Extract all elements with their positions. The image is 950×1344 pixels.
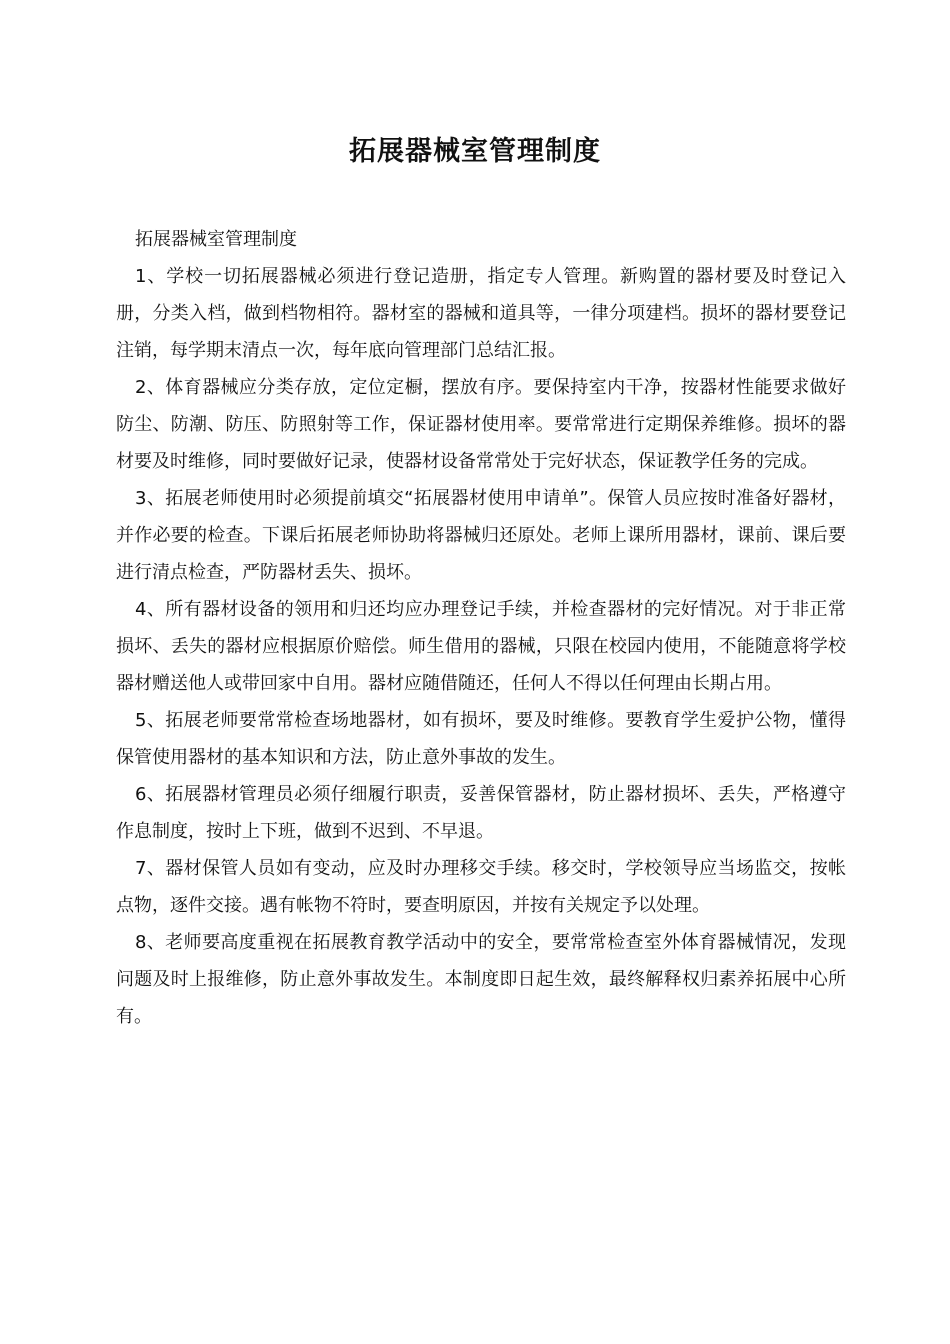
document-body [116, 221, 846, 1035]
rule-paragraph-1: 1、学校一切拓展器械必须进行登记造册，指定专人管理。新购置的器材要及时登记入册，分类入档，做到档物相符。器材室的器械和道具等，一律分项建档。损坏的器材要登记注销，每学期末清点一次，每年底向管理部门总结汇报。 [116, 266, 846, 361]
rule-paragraph-8: 8、老师要高度重视在拓展教育教学活动中的安全，要常常检查室外体育器械情况，发现问题及时上报维修，防止意外事故发生。本制度即日起生效，最终解释权归素养拓展中心所有。 [116, 932, 846, 1027]
rule-paragraph-5: 5、拓展老师要常常检查场地器材，如有损坏，要及时维修。要教育学生爱护公物，懂得保管使用器材的基本知识和方法，防止意外事故的发生。 [116, 710, 846, 768]
rule-paragraph-6: 6、拓展器材管理员必须仔细履行职责，妥善保管器材，防止器材损坏、丢失，严格遵守作息制度，按时上下班，做到不迟到、不早退。 [116, 784, 846, 842]
rule-paragraph-3: 3、拓展老师使用时必须提前填交“拓展器材使用申请单”。保管人员应按时准备好器材，并作必要的检查。下课后拓展老师协助将器械归还原处。老师上课所用器材，课前、课后要进行清点检查，严防器材丢失、损坏。 [116, 488, 846, 583]
rule-paragraph-2: 2、体育器械应分类存放，定位定橱，摆放有序。要保持室内干净，按器材性能要求做好防尘、防潮、防压、防照射等工作，保证器材使用率。要常常进行定期保养维修。损坏的器材要及时维修，同时要做好记录，使器材设备常常处于完好状态，保证教学任务的完成。 [116, 377, 846, 472]
document-title: 拓展器械室管理制度 [349, 136, 601, 167]
rule-paragraph-7: 7、器材保管人员如有变动，应及时办理移交手续。移交时，学校领导应当场监交，按帐点物，逐件交接。遇有帐物不符时，要查明原因，并按有关规定予以处理。 [116, 858, 846, 916]
rule-paragraph-4: 4、所有器材设备的领用和归还均应办理登记手续，并检查器材的完好情况。对于非正常损坏、丢失的器材应根据原价赔偿。师生借用的器械，只限在校园内使用，不能随意将学校器材赠送他人或带回家中自用。器材应随借随还，任何人不得以任何理由长期占用。 [116, 599, 846, 694]
document-subtitle: 拓展器械室管理制度 [135, 229, 297, 250]
